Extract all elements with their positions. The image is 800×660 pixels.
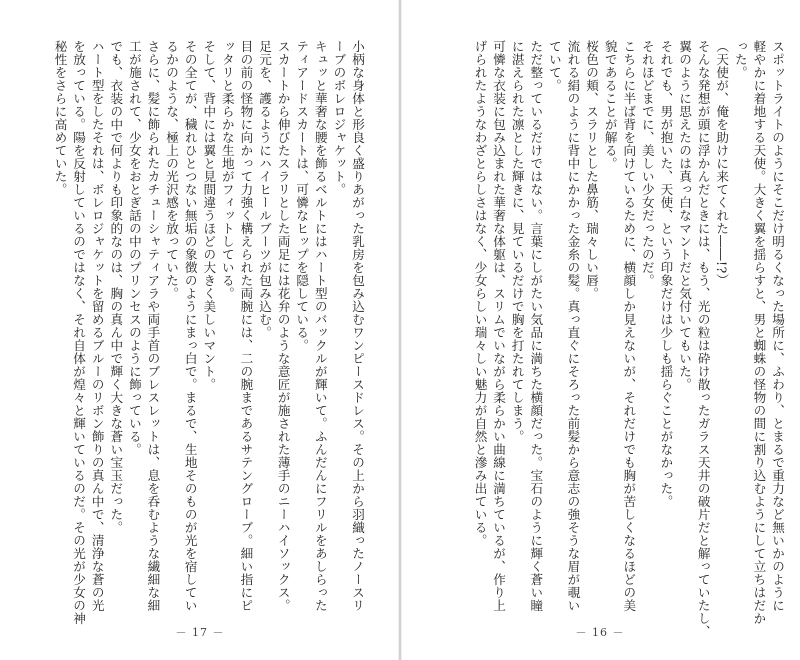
text-line: 可憐な衣装に包み込まれた華奢な体躯は、スリムでいながら柔らかい曲線に満ちているが、作り上 bbox=[491, 40, 507, 612]
text-line: ッタリと柔らかな生地がフィットしている。 bbox=[219, 40, 235, 300]
text-line: ハート型をしたそれは、ボレロジャケットを留めるブルーのリボン飾りの真ん中で、清浄な蒼の光 bbox=[89, 40, 105, 612]
text-line: 流れる絹のように背中にかかった金糸の髪。真っ直ぐにそろった前髪から意志の強そうな眉が覗い bbox=[565, 40, 581, 612]
left-page-text bbox=[50, 40, 366, 625]
text-line: それほどまでに、美しい少女だったのだ。 bbox=[639, 40, 655, 287]
text-line: そんな発想が頭に浮かんだときには、もう、光の粒は砕け散ったガラス天井の破片だと解っていたし、 bbox=[695, 40, 711, 638]
text-line: った。 bbox=[732, 40, 748, 79]
text-line: げられたようなわざとらしさはなく、少女らしい瑞々しい魅力が自然と滲み出ている。 bbox=[472, 40, 488, 547]
text-line: ていて。 bbox=[546, 40, 562, 92]
text-line: ーブのボレロジャケット。 bbox=[331, 40, 347, 196]
text-line: を放っている。陽を反射しているのではなく、それ自体が煌々と輝いているのだ。その光が少女の神 bbox=[71, 40, 87, 625]
text-line: それでも、男が抱いた、天使、という印象だけは少しも揺らぐことがなかった。 bbox=[658, 40, 674, 508]
text-line: 小柄な身体と形良く盛りあがった乳房を包み込むワンピースドレス。その上から羽織ったノースリ bbox=[350, 40, 365, 612]
text-line: ティアードスカートは、可憐なヒップを隠している。 bbox=[294, 40, 310, 352]
text-line: ただ整っているだけではない。言葉にしがたい気品に満ちた横顔だった。宝石のように輝く蒼い瞳 bbox=[528, 40, 544, 612]
text-line: スカートから伸びたスラリとした両足には花弁のような意匠が施された薄手のニーハイソックス。 bbox=[275, 40, 291, 612]
text-line: こちらに半ば背を向けているために、横顔しか見えないが、それだけでも胸が苦しくなるほどの美 bbox=[621, 40, 637, 612]
text-line: でも、衣装の中で何よりも印象的なのは、胸の真ん中で輝く大きな蒼い宝玉だった。 bbox=[108, 40, 124, 534]
text-line: 翼のように思えたのは真っ白なマントだと気付いてもいた。 bbox=[677, 40, 693, 391]
text-line: 足元を、護るようにハイヒールブーツが包み込む。 bbox=[257, 40, 273, 339]
text-line: るかのような、極上の光沢感を放っていた。 bbox=[164, 40, 180, 300]
text-line: 目の前の怪物に向かって力強く構えられた両腕には、二の腕まであるサテングローブ。細い指にピ bbox=[238, 40, 254, 612]
right-page bbox=[400, 0, 800, 660]
page-number: － 17 － bbox=[175, 626, 225, 639]
text-line: に湛えられた凛とした輝きに、見ているだけで胸を打たれてしまう。 bbox=[509, 40, 525, 443]
text-line: 桜色の頬、スラリとした鼻筋、瑞々しい唇。 bbox=[584, 40, 600, 300]
text-line: さらに、髪に飾られたカチューシャティアラや両手首のブレスレットは、息を呑むような繊細な細 bbox=[145, 40, 161, 612]
text-line: 工が施されて、少女をおとぎ話の中のプリンセスのように飾っている。 bbox=[126, 40, 142, 456]
page-number: － 16 － bbox=[575, 626, 625, 639]
text-line: その全てが、穢れひとつない無垢の象徴のようにまっ白で。まるで、生地そのものが光を宿してい bbox=[182, 40, 198, 612]
text-line: 貌であることが解る。 bbox=[602, 40, 618, 170]
text-line: 軽やかに着地する天使。大きく翼を揺らすと、男と蜘蛛の怪物の間に割り込むようにして立ちはだか bbox=[751, 40, 767, 625]
text-line: スポットライトのようにそこだけ明るくなった場所に、ふわり、とまるで重力など無いかのように bbox=[770, 40, 785, 612]
text-line: 秘性をさらに高めていた。 bbox=[52, 40, 68, 196]
text-line: （天使が、俺を助けに来てくれた――!?） bbox=[714, 40, 730, 287]
text-line: そして、背中には翼と見間違うほどの大きく美しいマント。 bbox=[201, 40, 217, 391]
text-line: キュッと華奢な腰を飾るベルトにはハート型のバックルが輝いて。ふんだんにフリルをあしらった bbox=[312, 40, 328, 612]
